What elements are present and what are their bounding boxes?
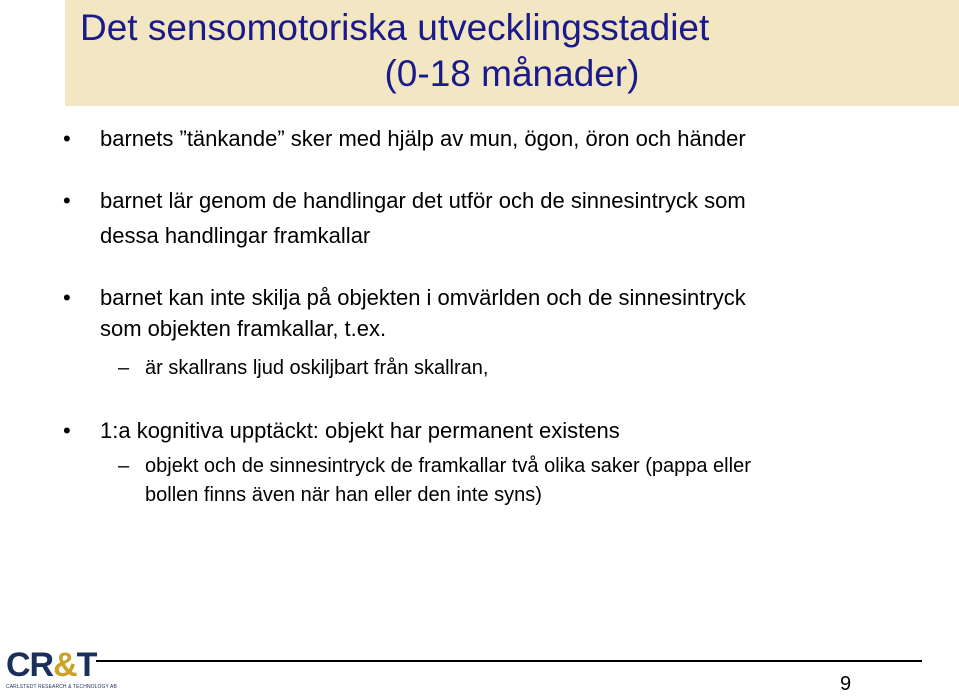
bullet-text-cont: som objekten framkallar, t.ex. (100, 316, 387, 341)
logo-wordmark: CR&T (6, 646, 97, 684)
logo-tagline: CARLSTEDT RESEARCH & TECHNOLOGY AB (6, 684, 117, 690)
bullet-marker: • (63, 418, 71, 443)
sub-bullet-text: är skallrans ljud oskiljbart från skallran, (145, 357, 489, 379)
sub-bullet-text: objekt och de sinnesintryck de framkallar två olika saker (pappa eller (145, 455, 751, 477)
page-number: 9 (840, 673, 852, 695)
bullet-marker: • (63, 126, 71, 151)
sub-bullet-marker: – (118, 455, 130, 477)
bullet-text: 1:a kognitiva upptäckt: objekt har permanent existens (100, 418, 620, 443)
bullet-marker: • (63, 188, 71, 213)
sub-bullet-marker: – (118, 357, 130, 379)
bullet-text: barnet kan inte skilja på objekten i omvärlden och de sinnesintryck (100, 285, 746, 310)
bullet-text-cont: dessa handlingar framkallar (100, 223, 371, 248)
slide-title: Det sensomotoriska utvecklingsstadiet (80, 7, 710, 48)
footer-divider (96, 660, 922, 662)
company-logo (6, 646, 117, 694)
slide-subtitle: (0-18 månader) (384, 53, 640, 94)
bullet-marker: • (63, 285, 71, 310)
bullet-text: barnet lär genom de handlingar det utför och de sinnesintryck som (100, 188, 746, 213)
sub-bullet-text-cont: bollen finns även när han eller den inte syns) (145, 484, 542, 506)
bullet-text: barnets ”tänkande” sker med hjälp av mun, ögon, öron och händer (100, 126, 746, 151)
